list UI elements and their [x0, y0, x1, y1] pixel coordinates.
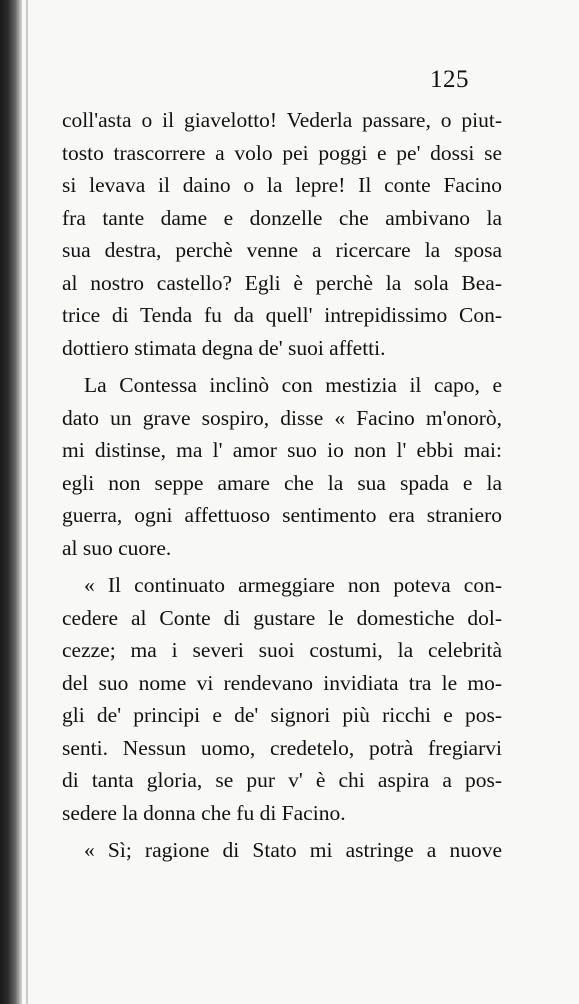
text-line: dottiero stimata degna de' suoi affetti.	[62, 335, 386, 360]
text-line: trice di Tenda fu da quell' intrepidissimo Con-	[62, 303, 502, 327]
text-line: di tanta gloria, se pur v' è chi aspira a pos-	[62, 768, 502, 792]
text-line: al nostro castello? Egli è perchè la sola Bea-	[62, 270, 502, 295]
paragraph	[62, 369, 502, 564]
paragraph	[62, 834, 502, 867]
page-number: 125	[430, 66, 469, 93]
text-line: al suo cuore.	[62, 535, 172, 560]
text-line: del suo nome vi rendevano invidiata tra le mo-	[62, 670, 502, 695]
text-line: senti. Nessun uomo, credetelo, potrà fregiarvi	[62, 735, 502, 760]
text-line: gli de' principi e de' signori più ricchi e pos-	[62, 703, 502, 727]
text-line: cedere al Conte di gustare le domestiche dol-	[62, 605, 502, 630]
paragraph	[62, 104, 502, 364]
text-line: si levava il daino o la lepre! Il conte Facino	[62, 173, 502, 197]
paragraph	[62, 569, 502, 829]
text-line: La Contessa inclinò con mestizia il capo, e	[84, 373, 502, 397]
book-binding-edge	[0, 0, 22, 1004]
page-gutter-shadow	[26, 0, 28, 1004]
text-line: dato un grave sospiro, disse « Facino m'onorò,	[62, 405, 502, 430]
text-line: mi distinse, ma l' amor suo io non l' ebbi mai:	[62, 438, 502, 462]
text-line: egli non seppe amare che la sua spada e la	[62, 470, 502, 495]
body-text	[62, 104, 502, 867]
text-line: cezze; ma i severi suoi costumi, la celebrità	[62, 638, 502, 662]
text-line: sedere la donna che fu di Facino.	[62, 800, 346, 825]
text-line: guerra, ogni affettuoso sentimento era straniero	[62, 503, 502, 527]
text-line: coll'asta o il giavelotto! Vederla passare, o piut-	[62, 108, 502, 132]
text-line: « Sì; ragione di Stato mi astringe a nuove	[84, 838, 502, 862]
text-line: sua destra, perchè venne a ricercare la sposa	[62, 238, 502, 262]
text-line: fra tante dame e donzelle che ambivano la	[62, 205, 502, 230]
text-line: tosto trascorrere a volo pei poggi e pe' dossi se	[62, 140, 502, 165]
text-line: « Il continuato armeggiare non poteva con-	[84, 573, 502, 597]
